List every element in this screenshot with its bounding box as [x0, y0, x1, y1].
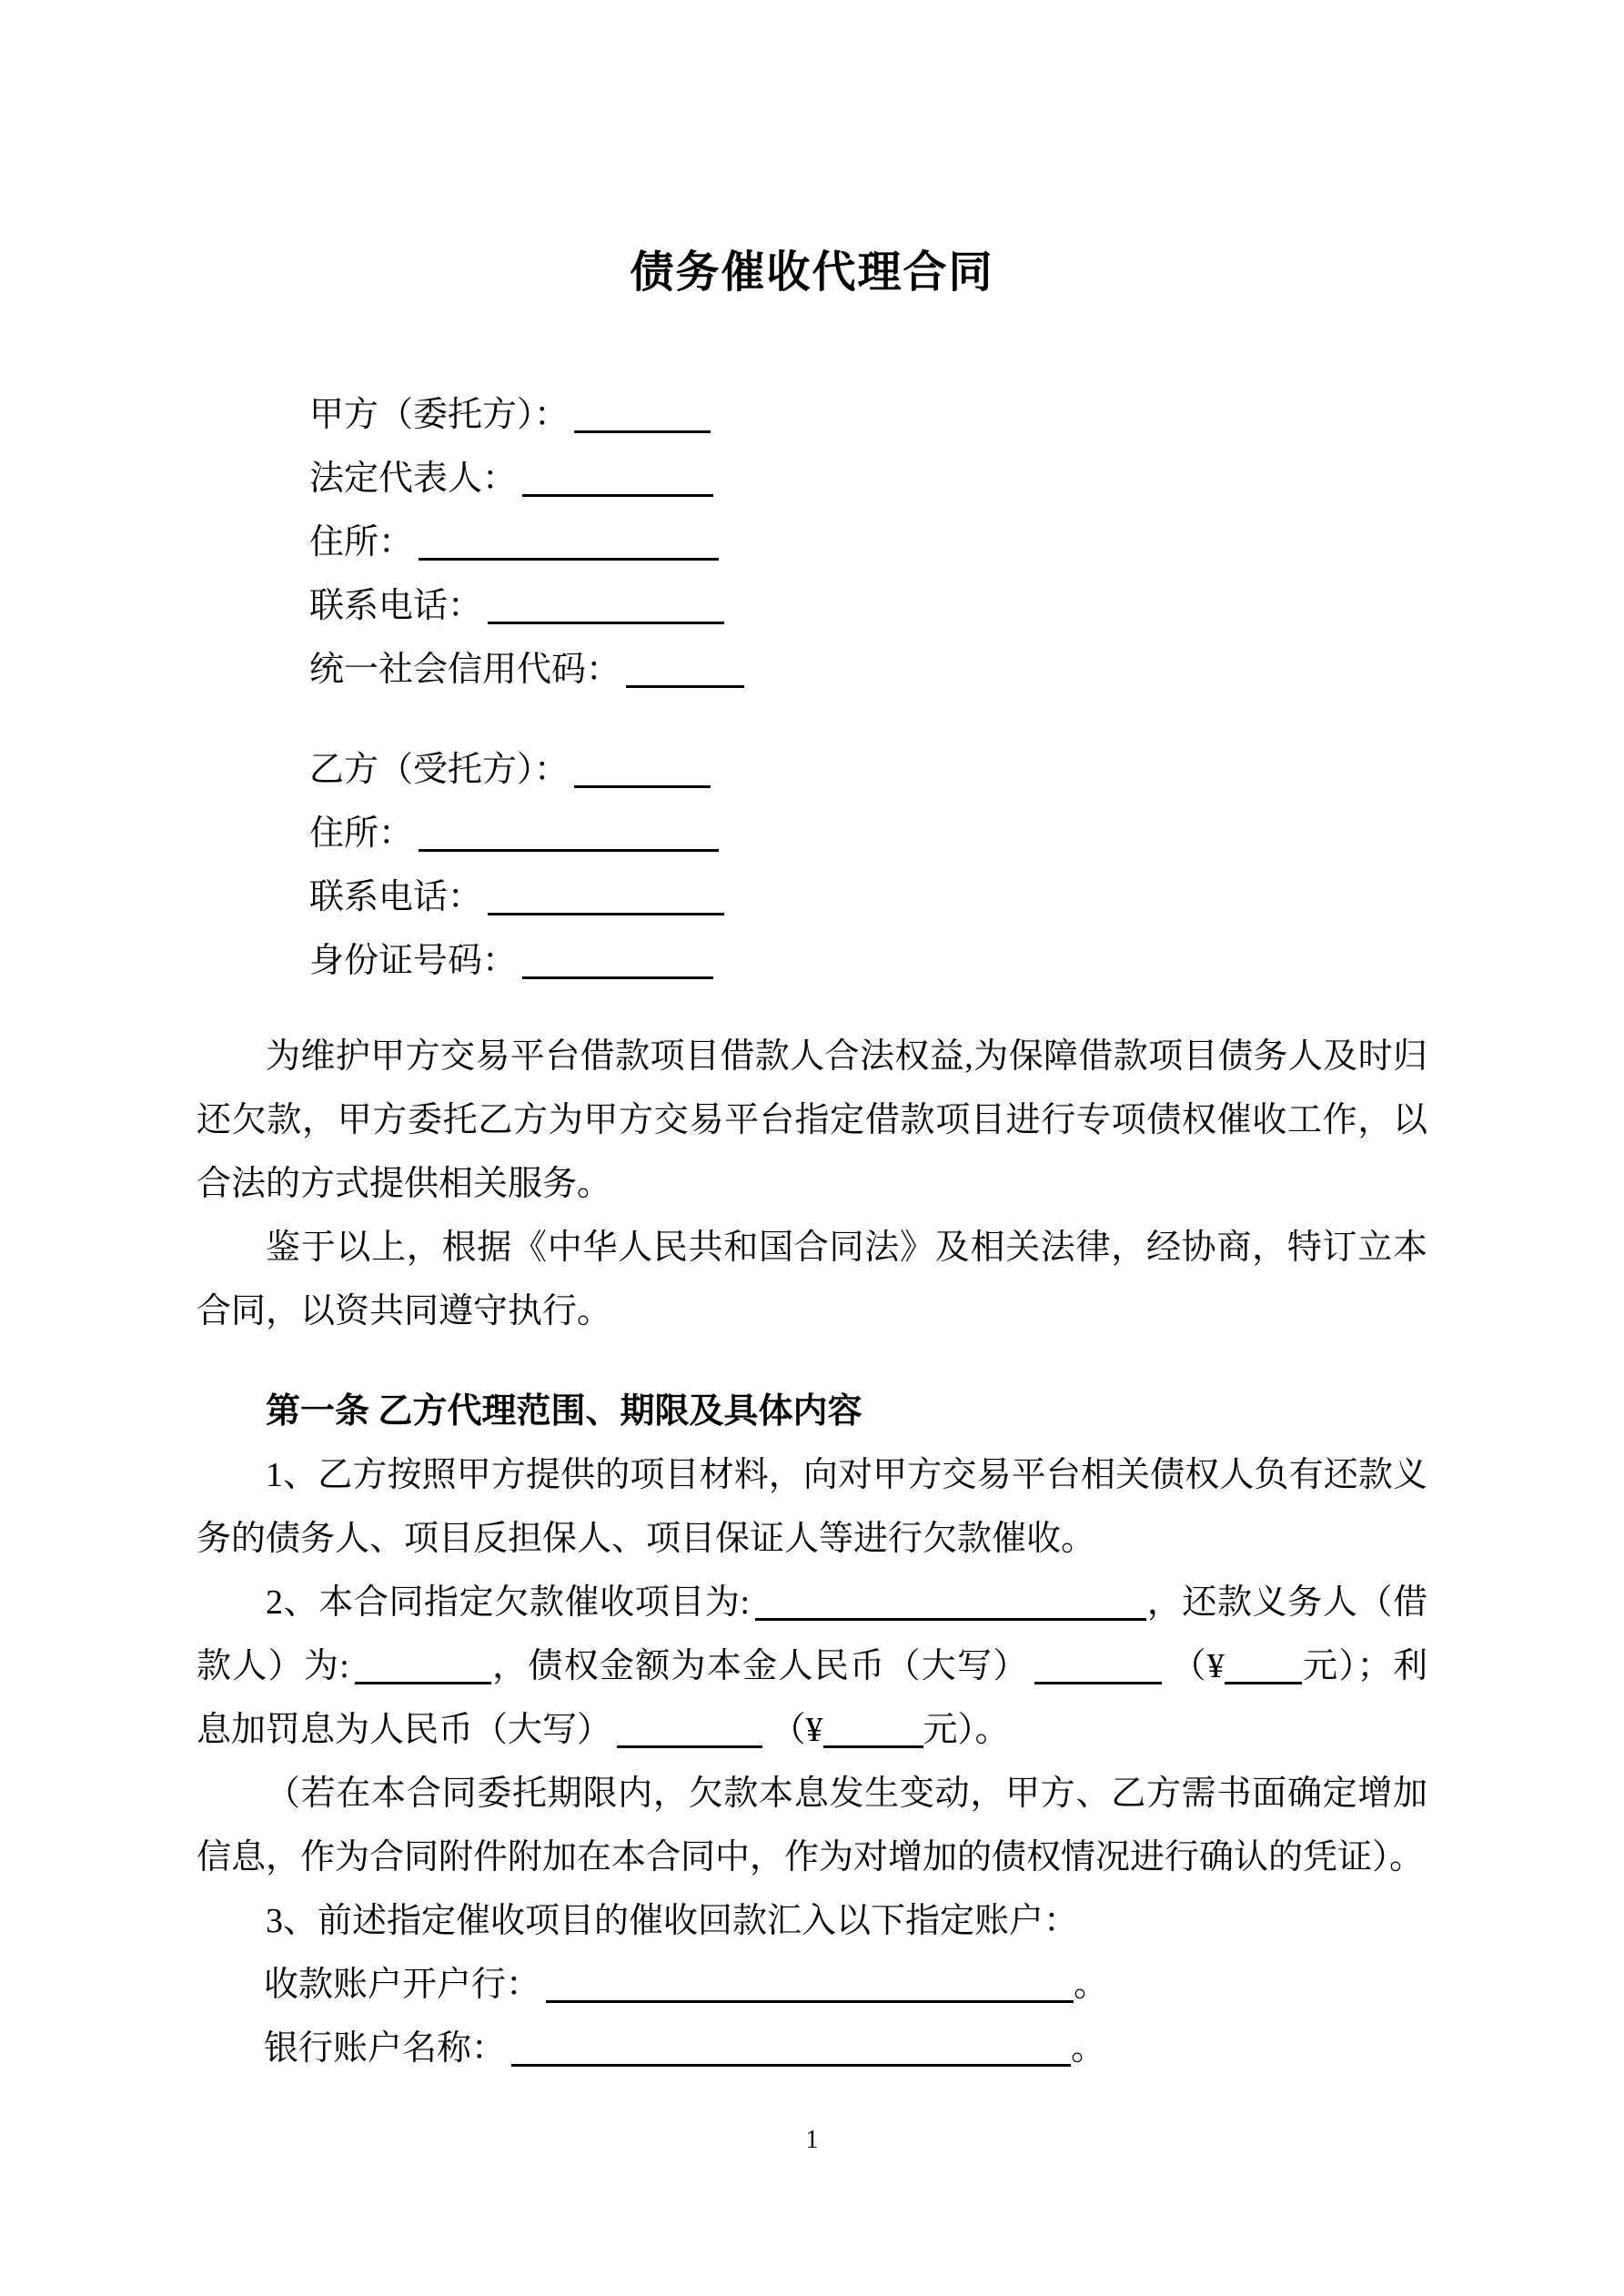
bank-account-name-blank[interactable] [511, 2029, 1071, 2067]
bank-branch-blank[interactable] [546, 1966, 1074, 2003]
party-a-credit-code-label: 统一社会信用代码： [309, 651, 621, 689]
party-b-name-blank[interactable] [574, 751, 711, 788]
article-1-clause-3: 3、前述指定催收项目的催收回款汇入以下指定账户： [266, 1902, 1079, 1940]
party-a-credit-code-blank[interactable] [626, 651, 744, 688]
party-a-phone-label: 联系电话： [309, 587, 483, 625]
document-title: 债务催收代理合同 [630, 248, 994, 297]
party-b-id-row [309, 929, 1427, 993]
party-a-phone-blank[interactable] [488, 587, 724, 624]
party-b-phone-blank[interactable] [488, 878, 724, 915]
interest-amount-words-blank[interactable] [617, 1711, 762, 1748]
bank-account-name-row [264, 2017, 1427, 2080]
spacer [197, 993, 1427, 1025]
bank-branch-period: 。 [1074, 1966, 1109, 2004]
party-b-id-blank[interactable] [522, 942, 713, 979]
borrower-name-blank[interactable] [355, 1647, 491, 1684]
interest-amount-figures-blank[interactable] [823, 1711, 923, 1748]
clause-2-text-2: ，还款义务人（借款人）为: [197, 1583, 1427, 1685]
clause-2-text-6: （¥ [771, 1711, 823, 1749]
party-a-address-row [309, 511, 1427, 574]
party-a-name-label: 甲方（委托方）： [309, 396, 570, 434]
party-a-section [309, 383, 1427, 702]
preamble-paragraph-1: 为维护甲方交易平台借款项目借款人合法权益,为保障借款项目债务人及时归还欠款，甲方委托乙方为甲方交易平台指定借款项目进行专项债权催收工作，以合法的方式提供相关服务。 [197, 1037, 1427, 1203]
bank-account-name-period: 。 [1071, 2029, 1106, 2068]
project-name-blank[interactable] [755, 1583, 1146, 1621]
party-b-id-label: 身份证号码： [309, 942, 518, 980]
spacer [197, 1343, 1427, 1380]
bank-branch-label: 收款账户开户行： [264, 1966, 541, 2004]
clause-2-text-7: 元）。 [923, 1711, 1010, 1749]
party-b-phone-label: 联系电话： [309, 878, 483, 916]
party-a-legal-rep-row [309, 447, 1427, 511]
preamble-paragraph-2: 鉴于以上，根据《中华人民共和国合同法》及相关法律，经协商，特订立本合同，以资共同遵守执行。 [197, 1229, 1427, 1330]
clause-2-text-1: 2、本合同指定欠款催收项目为: [266, 1583, 751, 1622]
party-a-name-row [309, 383, 1427, 447]
page-number: 1 [805, 2126, 819, 2154]
party-b-address-blank[interactable] [419, 814, 719, 852]
party-a-legal-rep-blank[interactable] [522, 460, 713, 497]
clause-2-text-5: 元）；利息加罚息为人民币（大写） [197, 1647, 1427, 1749]
principal-amount-figures-blank[interactable] [1225, 1647, 1302, 1684]
party-b-address-row [309, 802, 1427, 865]
article-1-clause-2-note: （若在本合同委托期限内，欠款本息发生变动，甲方、乙方需书面确定增加信息，作为合同附件附加在本合同中，作为对增加的债权情况进行确认的凭证）。 [197, 1775, 1427, 1876]
article-1-heading: 第一条 乙方代理范围、期限及具体内容 [266, 1392, 862, 1431]
party-a-address-label: 住所： [309, 523, 414, 561]
party-b-name-label: 乙方（受托方）： [309, 751, 570, 789]
party-b-phone-row [309, 865, 1427, 929]
article-1-clause-2 [197, 1571, 1427, 1762]
party-b-section [309, 738, 1427, 993]
party-b-address-label: 住所： [309, 814, 414, 853]
principal-amount-words-blank[interactable] [1034, 1647, 1162, 1684]
party-b-name-row [309, 738, 1427, 802]
clause-2-text-4: （¥ [1171, 1647, 1225, 1685]
party-a-address-blank[interactable] [419, 523, 719, 561]
bank-branch-row [264, 1953, 1427, 2017]
article-1-clause-1: 1、乙方按照甲方提供的项目材料，向对甲方交易平台相关债权人负有还款义务的债务人、项目反担保人、项目保证人等进行欠款催收。 [197, 1456, 1427, 1558]
party-a-phone-row [309, 574, 1427, 638]
bank-account-name-label: 银行账户名称： [264, 2029, 507, 2068]
party-a-name-blank[interactable] [574, 396, 711, 433]
spacer [197, 702, 1427, 738]
party-a-legal-rep-label: 法定代表人： [309, 460, 518, 498]
clause-2-text-3: ，债权金额为本金人民币（大写） [490, 1647, 1029, 1685]
party-a-credit-code-row [309, 638, 1427, 702]
